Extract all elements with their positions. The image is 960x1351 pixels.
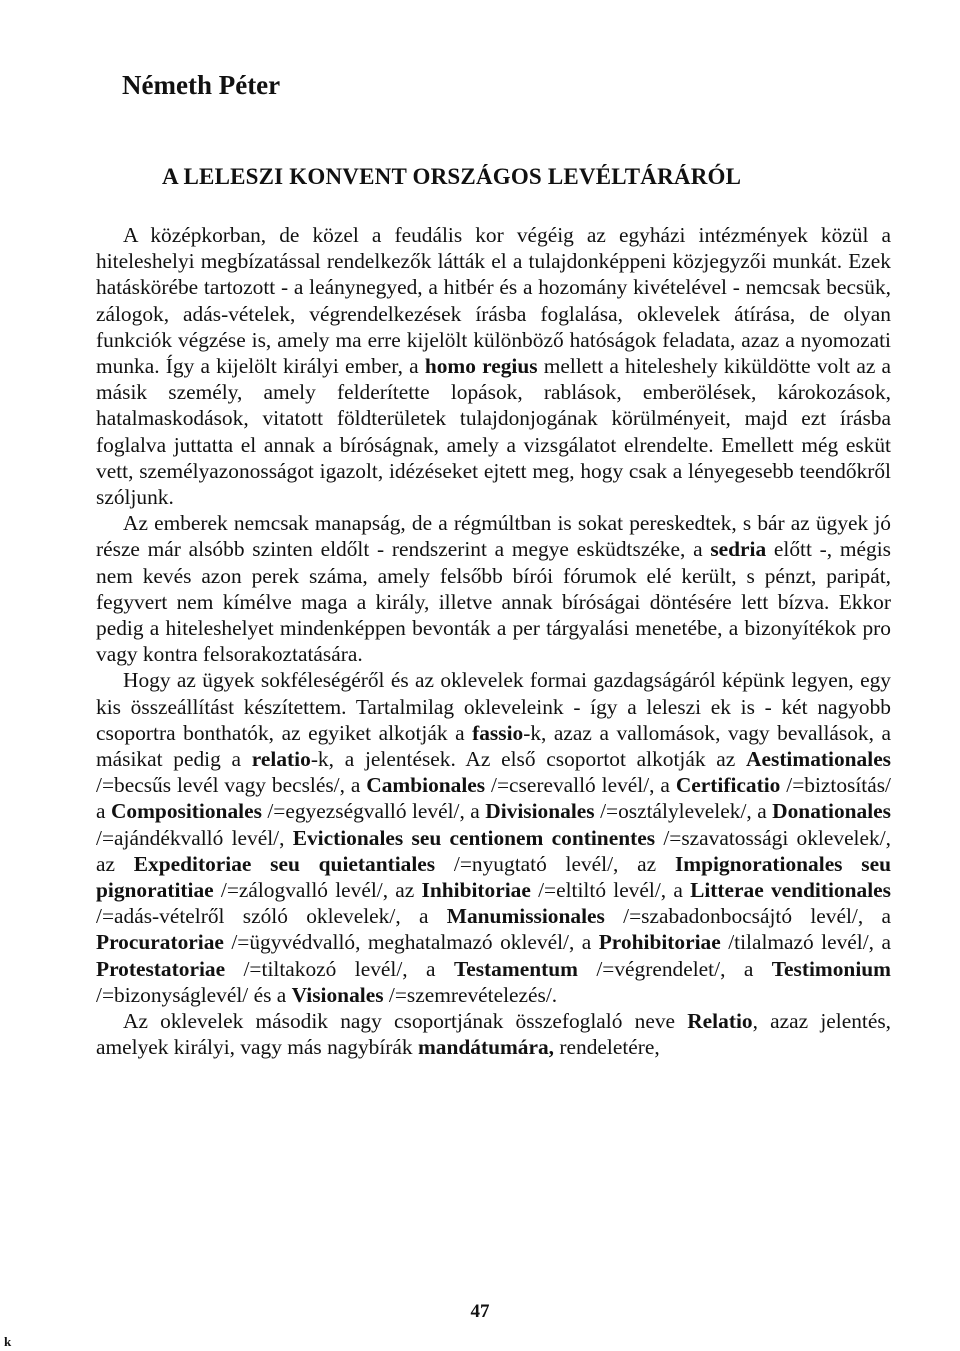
article-title: A LELESZI KONVENT ORSZÁGOS LEVÉLTÁRÁRÓL [162,164,742,189]
paragraph-4: Az oklevelek második nagy csoportjának összefoglaló neve Relatio, azaz jelentés, amelyek királyi, vagy más nagybírák mandátumára, rendeletére, [96,1009,892,1060]
article-body [96,222,891,1061]
corner-mark: k [4,1334,12,1349]
page-number: 47 [470,1301,490,1322]
paragraph-1: A középkorban, de közel a feudális kor végéig az egyházi intézmények közül a hiteleshelyi megbízatással rendelkezők látták el a tulajdonképpeni közjegyzői munkát. Ezek hatáskörébe tartozott - a leánynegyed, a hitbér és a hozomány kivételével - nemcsak becsük, zálogok, adás-vételek, végrendelkezések írásba foglalása, oklevelek átírása, de olyan funkciók végzése is, amely ma erre kijelölt különböző hatóságok feladata, azaz a nyomozati munka. Így a kijelölt királyi ember, a homo regius mellett a hiteleshely kiküldötte volt az a másik személy, amely felderítette lopások, rablások, emberölések, károkozások, hatalmaskodások, vitatott földterületek tulajdonjogának körülményeit, majd ezt írásba foglalva juttatta el annak a bíróságnak, amely a vizsgálatot elrendelte. Emellett még esküt vett, személyazonosságot igazolt, idézéseket ejtett meg, hogy csak a lényegesebb teendőkről szóljunk. [96,223,891,510]
author-name: Németh Péter [122,70,281,100]
paragraph-3: Hogy az ügyek sokféleségéről és az oklevelek formai gazdagságáról képünk legyen, egy kis összeállítást készítettem. Tartalmilag okleveleink - így a leleszi ek is - két nagyobb csoportra bonthatók, az egyiket alkotják a fassio-k, azaz a vallomások, vagy bevallások, a másikat pedig a relatio-k, a jelentések. Az első csoportot alkotják az Aestimationales /=becsűs levél vagy becslés/, a Cambionales /=cserevalló levél/, a Certificatio /=biztosítás/ a Compositionales /=egyezségvalló levél/, a Divisionales /=osztálylevelek/, a Donationales /=ajándékvalló levél/, Evictionales seu centionem continentes /=szavatossági oklevelek/, az Expeditoriae seu quietantiales /=nyugtató levél/, az Impignorationales seu pignoratitiae /=zálogvalló levél/, az Inhibitoriae /=eltiltó levél/, a Litterae venditionales /=adás-vételről szóló oklevelek/, a Manumissionales /=szabadonbocsájtó levél/, a Procuratoriae /=ügyvédvalló, meghatalmazó oklevél/, a Prohibitoriae /tilalmazó levél/, a Protestatoriae /=tiltakozó levél/, a Testamentum /=végrendelet/, a Testimonium /=bizonyságlevél/ és a Visionales /=szemrevételezés/. [96,668,892,1007]
paragraph-2: Az emberek nemcsak manapság, de a régmúltban is sokat pereskedtek, s bár az ügyek jó része már alsóbb szinten eldőlt - rendszerint a megye esküdtszéke, a sedria előtt -, mégis nem kevés azon perek száma, amely felsőbb bírói fórumok elé került, s pénzt, paripát, fegyvert nem kímélve maga a király, illetve annak bíróságai döntésére lett bízva. Ekkor pedig a hiteleshelyet mindenképpen bevonták a per tárgyalási menetébe, a bizonyítékok pro vagy kontra felsorakoztatására. [96,511,891,667]
